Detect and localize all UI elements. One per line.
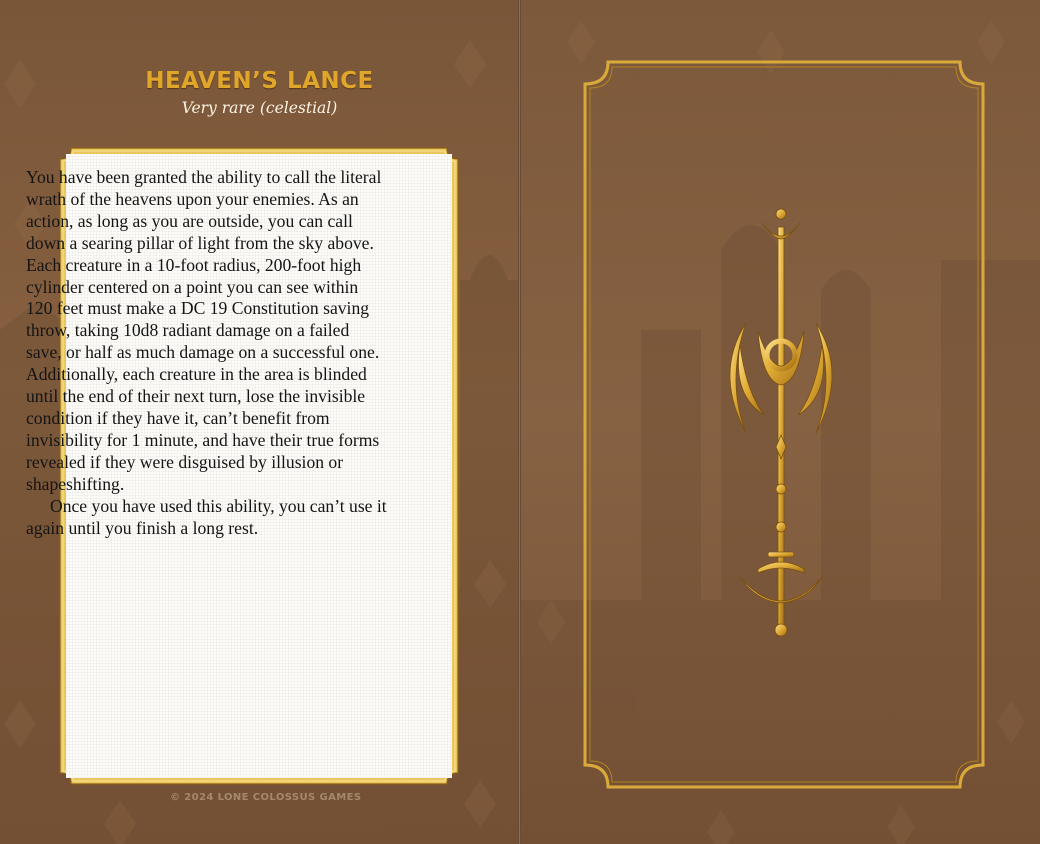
rules-paragraph: Once you have used this ability, you can’t use it again until you finish a long rest. — [26, 495, 387, 538]
rules-paragraph: You have been granted the ability to call the literal wrath of the heavens upon your enemies. As an action, as long as you are outside, you can call down a searing pillar of light from the sky above. Each creature in a 10-foot radius, 200-foot high cylinder centered on a point you can see within 120 feet must make a DC 19 Constitution saving throw, taking 10d8 radiant damage on a failed save, or half as much damage on a successful one. Additionally, each creature in the area is blinded until the end of their next turn, lose the invisible condition if they have it, can’t benefit from invisibility for 1 minute, and have their true forms revealed if they were disguised by illusion or shapeshifting. — [26, 167, 382, 494]
card-title: HEAVEN’S LANCE — [145, 68, 374, 94]
celestial-lance-icon — [706, 205, 856, 645]
rules-text — [26, 167, 388, 539]
copyright-notice: © 2024 LONE COLOSSUS GAMES — [170, 792, 362, 803]
card-rarity: Very rare (celestial) — [181, 99, 338, 117]
card-back — [521, 0, 1040, 844]
card-front — [0, 0, 519, 844]
